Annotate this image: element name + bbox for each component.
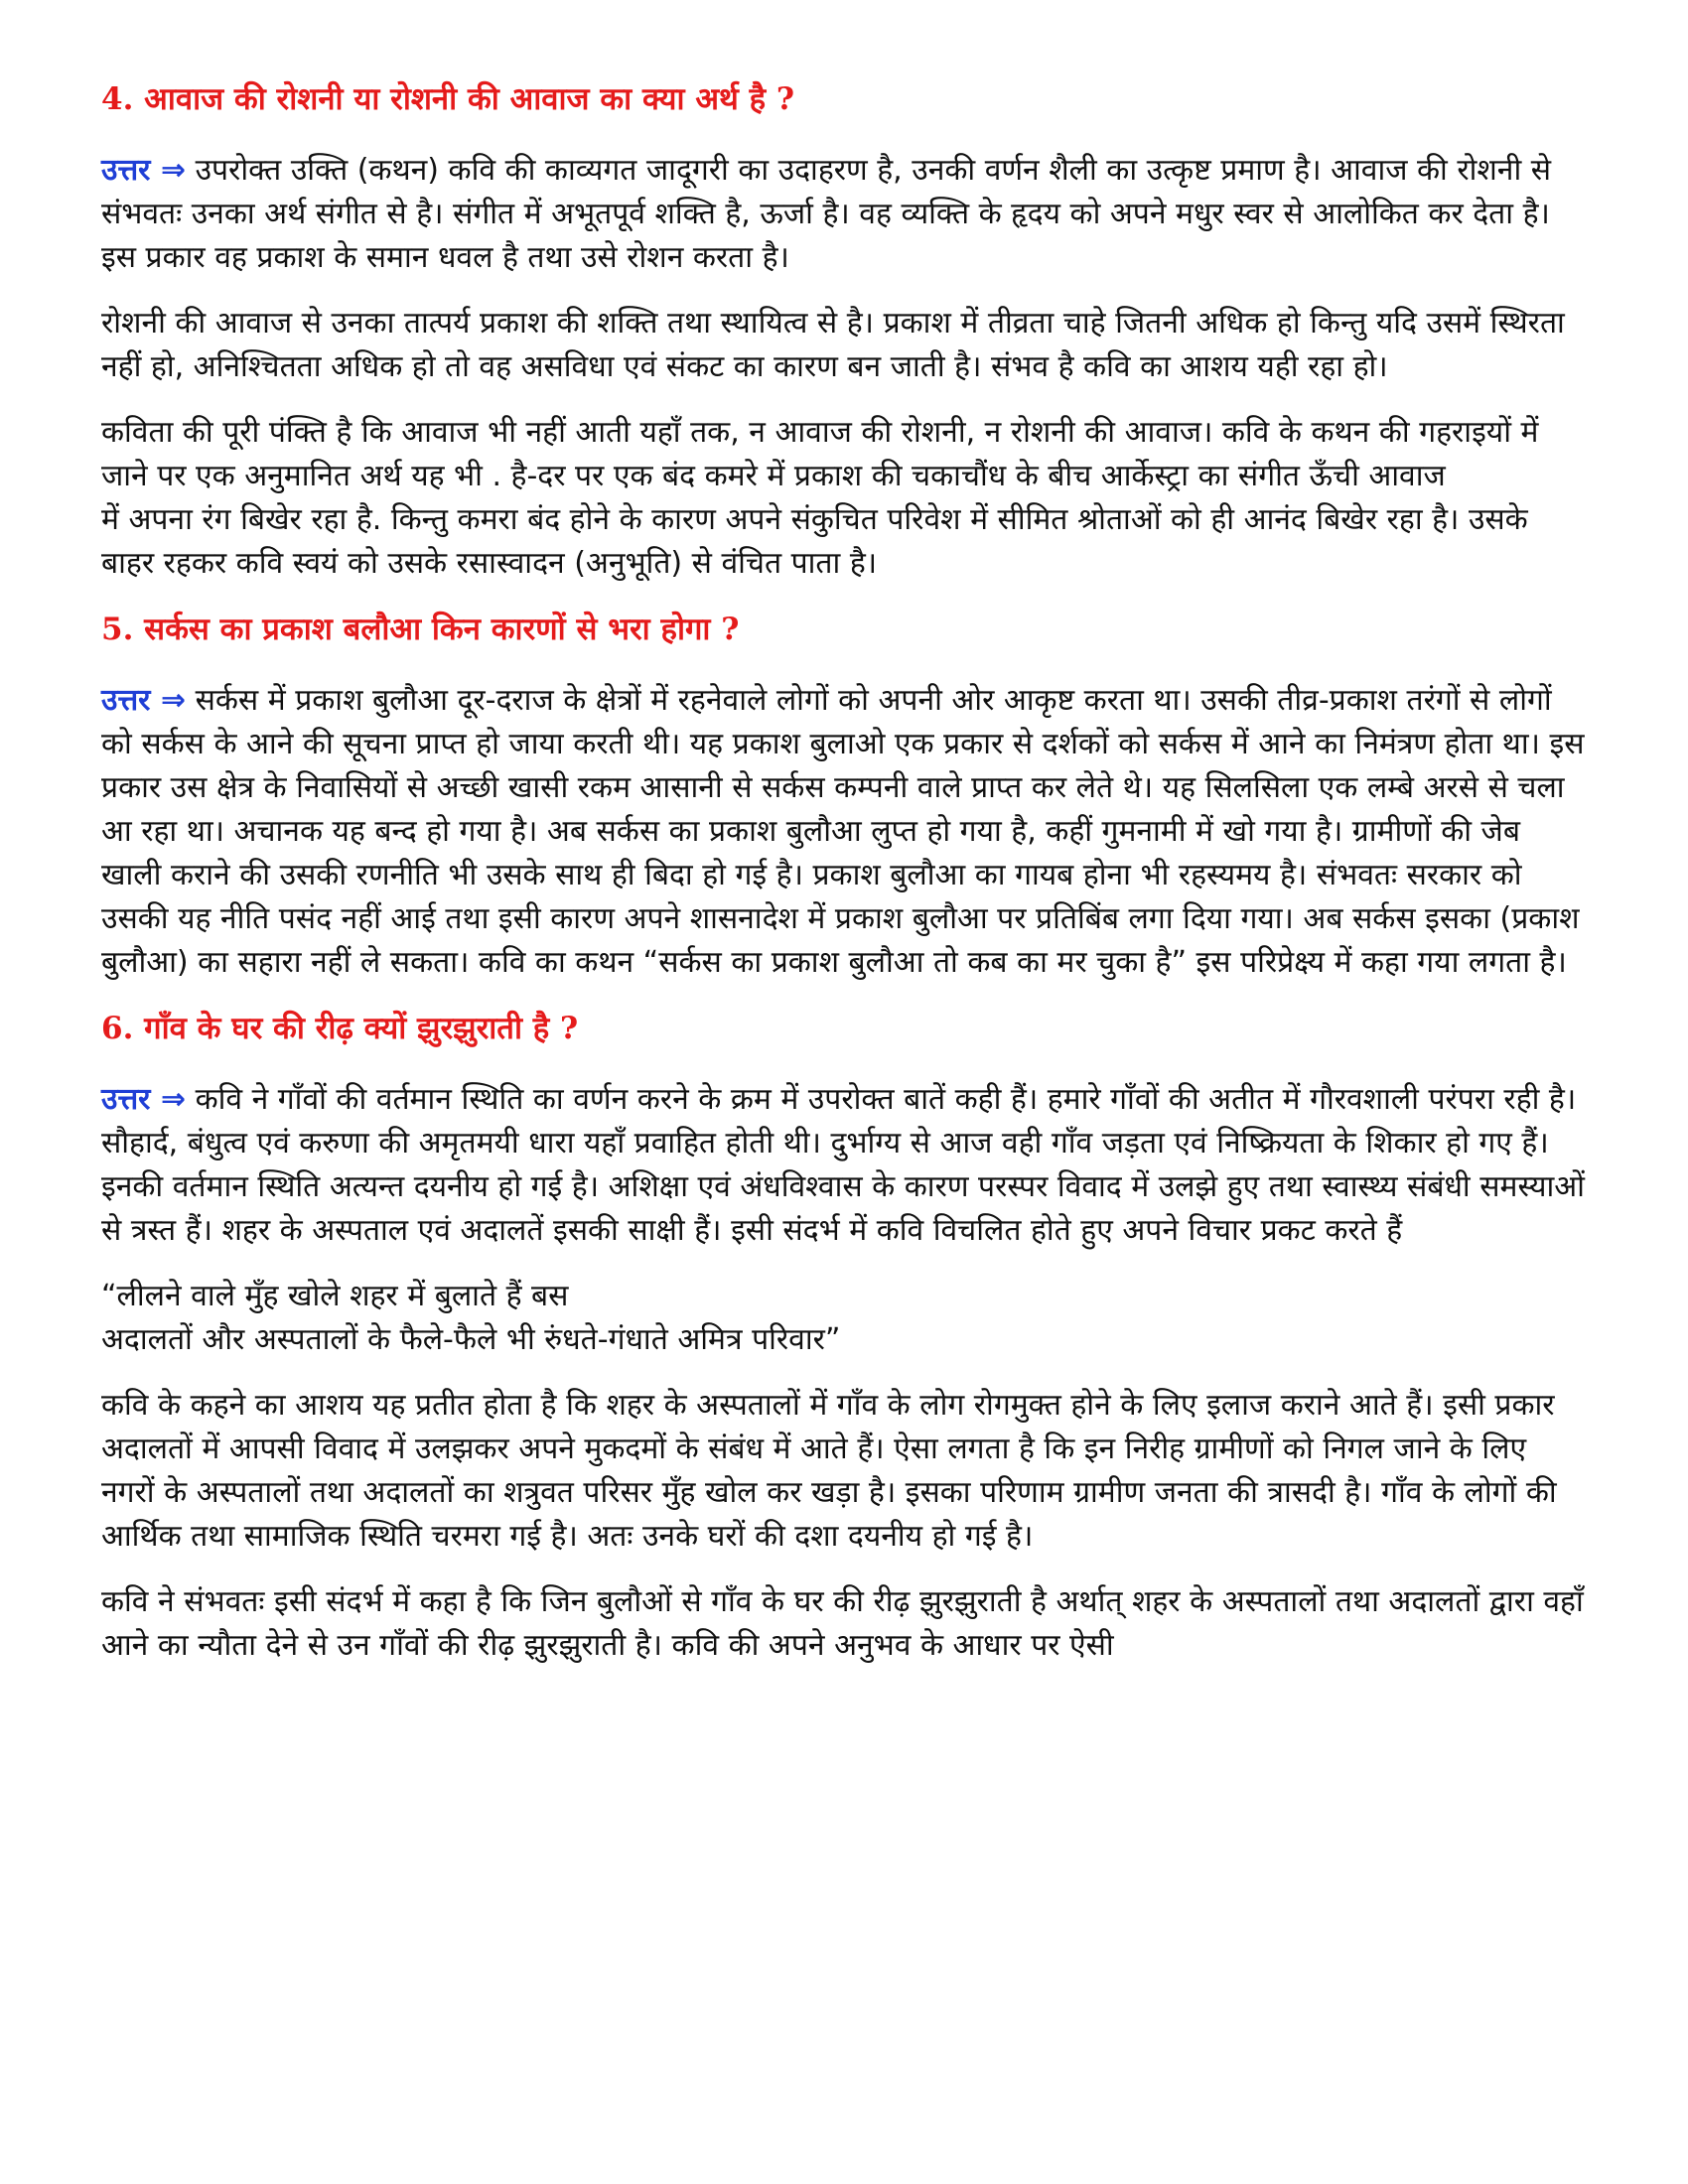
quote-line-2: अदालतों और अस्पतालों के फैले-फैले भी रुंधते-गंधाते अमित्र परिवार”: [101, 1322, 841, 1357]
answer-4-text-4: में अपना रंग बिखेर रहा है. किन्तु कमरा बंद होने के कारण अपने संकुचित परिवेश में सीमित श्रोताओं को ही आनंद बिखेर रहा है। उसके बाहर रहकर कवि स्वयं को उसके रसास्वादन (अनुभूति) से वंचित पाता है।: [101, 502, 1528, 581]
answer-6-paragraph-4: कवि ने संभवतः इसी संदर्भ में कहा है कि जिन बुलौओं से गाँव के घर की रीढ़ झुरझुराती है अर्थात् शहर के अस्पतालों तथा अदालतों द्वारा वहाँ आने का न्यौता देने से उन गाँवों की रीढ़ झुरझुराती है। कवि की अपने अनुभव के आधार पर ऐसी: [101, 1584, 1584, 1663]
answer-4-paragraph-3: [101, 411, 1587, 586]
answer-4-paragraph-2: रोशनी की आवाज से उनका तात्पर्य प्रकाश की शक्ति तथा स्थायित्व से है। प्रकाश में तीव्रता चाहे जितनी अधिक हो किन्तु यदि उसमें स्थिरता नहीं हो, अनिश्चितता अधिक हो तो वह असविधा एवं संकट का कारण बन जाती है। संभव है कवि का आशय यही रहा हो।: [101, 306, 1565, 384]
answer-label: उत्तर ⇒: [101, 153, 187, 188]
answer-4-text-1: उपरोक्त उक्ति (कथन) कवि की काव्यगत जादूगरी का उदाहरण है, उनकी वर्णन शैली का उत्कृष्ट प्रमाण है। आवाज की रोशनी से संभवतः उनका अर्थ संगीत से है। संगीत में अभूतपूर्व शक्ति है, ऊर्जा है। वह व्यक्ति के हृदय को अपने मधुर स्वर से आलोकित कर देता है। इस प्रकार वह प्रकाश के समान धवल है तथा उसे रोशन करता है।: [101, 153, 1552, 275]
answer-label: उत्तर ⇒: [101, 683, 187, 718]
answer-label: उत्तर ⇒: [101, 1082, 187, 1117]
question-4-heading: 4. आवाज की रोशनी या रोशनी की आवाज का क्या अर्थ है ?: [101, 81, 795, 117]
question-6-heading: 6. गाँव के घर की रीढ़ क्यों झुरझुराती है ?: [101, 1011, 579, 1046]
answer-6-paragraph-1: [101, 1078, 1587, 1253]
quote-line-1: “लीलने वाले मुँह खोले शहर में बुलाते हैं बस: [101, 1279, 569, 1313]
answer-4-text-3: कविता की पूरी पंक्ति है कि आवाज भी नहीं आती यहाँ तक, न आवाज की रोशनी, न रोशनी की आवाज। कवि के कथन की गहराइयों में जाने पर एक अनुमानित अर्थ यह भी . है-दर पर एक बंद कमरे में प्रकाश की चकाचौंध के बीच आर्केस्ट्रा का संगीत ऊँची आवाज: [101, 415, 1539, 493]
question-5-heading: 5. सर्कस का प्रकाश बलौआ किन कारणों से भरा होगा ?: [101, 612, 740, 647]
answer-6-text-2: सौहार्द, बंधुत्व एवं करुणा की अमृतमयी धारा यहाँ प्रवाहित होती थी। दुर्भाग्य से आज वही गाँव जड़ता एवं निष्क्रियता के शिकार हो गए हैं। इनकी वर्तमान स्थिति अत्यन्त दयनीय हो गई है। अशिक्षा एवं अंधविश्वास के कारण परस्पर विवाद में उलझे हुए तथा स्वास्थ्य संबंधी समस्याओं से त्रस्त हैं। शहर के अस्पताल एवं अदालतें इसकी साक्षी हैं। इसी संदर्भ में कवि विचलित होते हुए अपने विचार प्रकट करते हैं: [101, 1126, 1585, 1248]
answer-6-text-1: कवि ने गाँवों की वर्तमान स्थिति का वर्णन करने के क्रम में उपरोक्त बातें कही हैं। हमारे गाँवों की अतीत में गौरवशाली परंपरा रही है।: [195, 1082, 1577, 1117]
answer-5-paragraph-1: [101, 679, 1587, 985]
answer-6-paragraph-3: कवि के कहने का आशय यह प्रतीत होता है कि शहर के अस्पतालों में गाँव के लोग रोगमुक्त होने के लिए इलाज कराने आते हैं। इसी प्रकार अदालतों में आपसी विवाद में उलझकर अपने मुकदमों के संबंध में आते हैं। ऐसा लगता है कि इन निरीह ग्रामीणों को निगल जाने के लिए नगरों के अस्पतालों तथा अदालतों का शत्रुवत परिसर मुँह खोल कर खड़ा है। इसका परिणाम ग्रामीण जनता की त्रासदी है। गाँव के लोगों की आर्थिक तथा सामाजिक स्थिति चरमरा गई है। अतः उनके घरों की दशा दयनीय हो गई है।: [101, 1388, 1557, 1554]
answer-5-text-1: सर्कस में प्रकाश बुलौआ दूर-दराज के क्षेत्रों में रहनेवाले लोगों को अपनी ओर आकृष्ट करता था। उसकी तीव्र-प्रकाश तरंगों से लोगों को सर्कस के आने की सूचना प्राप्त हो जाया करती थी। यह प्रकाश बुलाओ एक प्रकार से दर्शकों को सर्कस में आने का निमंत्रण होता था। इस प्रकार उस क्षेत्र के निवासियों से अच्छी खासी रकम आसानी से सर्कस कम्पनी वाले प्राप्त कर लेते थे। यह सिलसिला एक लम्बे अरसे से चला आ रहा था। अचानक यह बन्द हो गया है। अब सर्कस का प्रकाश बुलौआ लुप्त हो गया है, कहीं गुमनामी में खो गया है। ग्रामीणों की जेब खाली कराने की उसकी रणनीति भी उसके साथ ही बिदा हो गई है। प्रकाश बुलौआ का गायब होना भी रहस्यमय है। संभवतः सरकार को उसकी यह नीति पसंद नहीं आई तथा इसी कारण अपने शासनादेश में प्रकाश बुलौआ पर प्रतिबिंब लगा दिया गया। अब सर्कस इसका (प्रकाश बुलौआ) का सहारा नहीं ले सकता। कवि का कथन “सर्कस का प्रकाश बुलौआ तो कब का मर चुका है” इस परिप्रेक्ष्य में कहा गया लगता है।: [101, 683, 1585, 980]
answer-4-paragraph-1: [101, 149, 1587, 280]
poem-quote: [101, 1275, 1587, 1362]
